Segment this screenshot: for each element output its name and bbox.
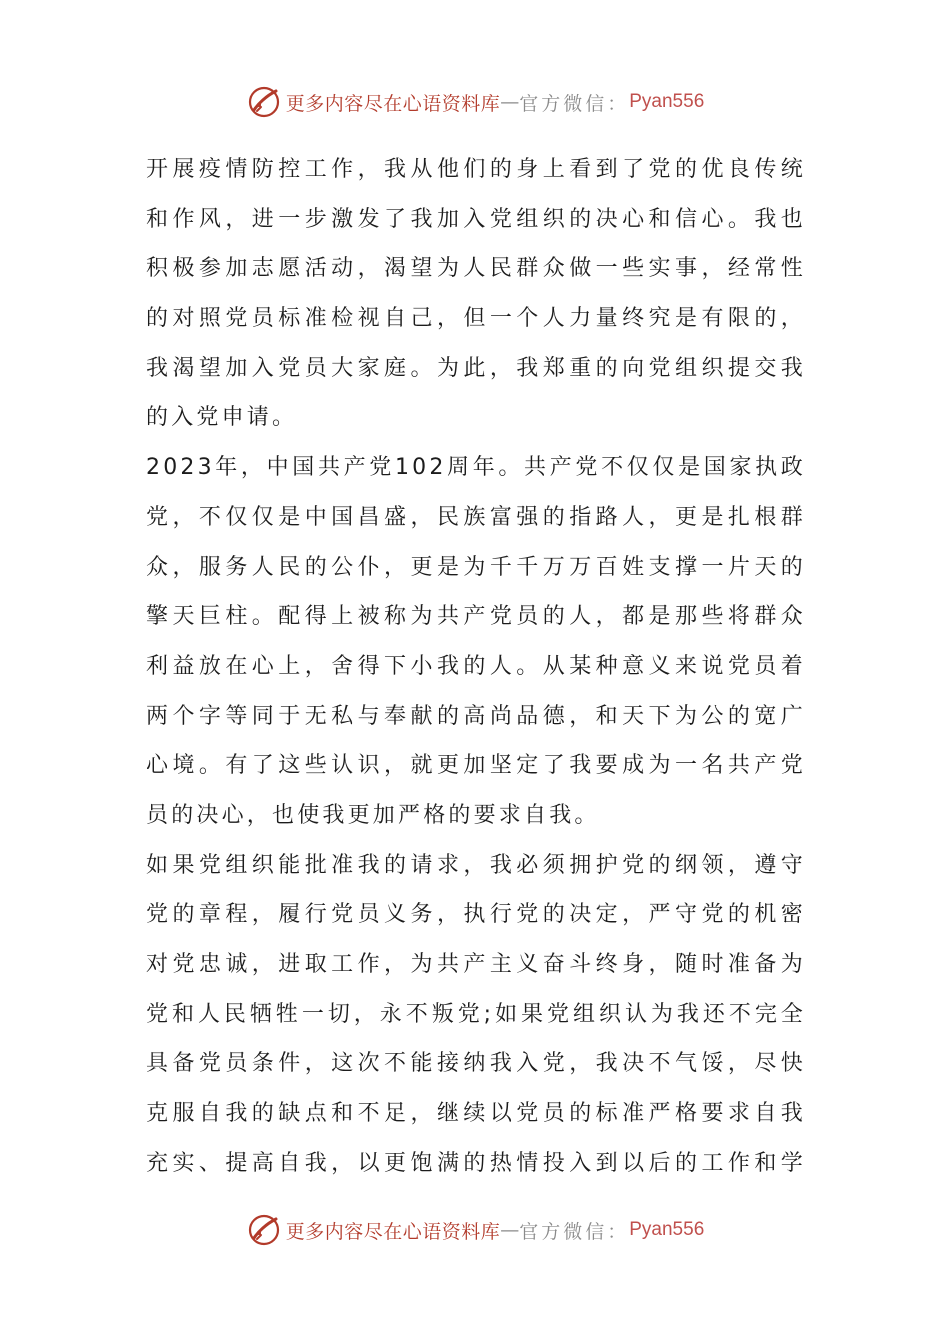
text-line: 开展疫情防控工作，我从他们的身上看到了党的优良传统 bbox=[146, 157, 806, 182]
text-line: 众，服务人民的公仆，更是为千千万万百姓支撑一片天的 bbox=[146, 554, 806, 580]
header-dash: — bbox=[500, 91, 520, 113]
text-line: 克服自我的缺点和不足，继续以党员的标准严格要求自我 bbox=[146, 1101, 806, 1127]
text-line: 员的决心，也使我更加严格的要求自我。 bbox=[146, 802, 600, 828]
header-wechat-label: 官方微信： bbox=[519, 92, 630, 115]
header-wechat-id: Pyan556 bbox=[629, 91, 705, 112]
text-line: 两个字等同于无私与奉献的高尚品德，和天下为公的宽广 bbox=[146, 703, 806, 729]
header-banner bbox=[0, 82, 950, 122]
footer-wechat-label: 官方微信： bbox=[519, 1220, 630, 1243]
footer-site-text: 更多内容尽在心语资料库 bbox=[285, 1220, 501, 1243]
footer-wechat-id: Pyan556 bbox=[629, 1219, 705, 1240]
footer-banner bbox=[0, 1210, 950, 1250]
text-line: 我渴望加入党员大家庭。为此，我郑重的向党组织提交我 bbox=[146, 355, 806, 381]
text-line: 心境。有了这些认识，就更加坚定了我要成为一名共产党 bbox=[146, 753, 806, 779]
text-line: 具备党员条件，这次不能接纳我入党，我决不气馁，尽快 bbox=[146, 1051, 806, 1077]
document-body bbox=[146, 145, 806, 1188]
text-line: 的入党申请。 bbox=[146, 405, 298, 431]
text-line: 擎天巨柱。配得上被称为共产党员的人，都是那些将群众 bbox=[146, 604, 806, 630]
pen-logo-icon bbox=[246, 84, 282, 120]
text-line: 的对照党员标准检视自己，但一个人力量终究是有限的， bbox=[146, 306, 806, 332]
text-line: 利益放在心上，舍得下小我的人。从某种意义来说党员着 bbox=[146, 653, 806, 679]
text-line: 党的章程，履行党员义务，执行党的决定，严守党的机密 bbox=[146, 902, 806, 928]
text-line: 党和人民牺牲一切，永不叛党;如果党组织认为我还不完全 bbox=[146, 1001, 806, 1027]
text-line: 充实、提高自我，以更饱满的热情投入到以后的工作和学 bbox=[146, 1150, 806, 1176]
text-line: 如果党组织能批准我的请求，我必须拥护党的纲领，遵守 bbox=[146, 852, 806, 878]
pen-logo-icon bbox=[246, 1212, 282, 1248]
text-line: 和作风，进一步激发了我加入党组织的决心和信心。我也 bbox=[146, 206, 806, 232]
text-line: 党，不仅仅是中国昌盛，民族富强的指路人，更是扎根群 bbox=[146, 504, 806, 530]
text-line: 对党忠诚，进取工作，为共产主义奋斗终身，随时准备为 bbox=[146, 952, 806, 977]
text-line: 积极参加志愿活动，渴望为人民群众做一些实事，经常性 bbox=[146, 256, 806, 282]
footer-dash: — bbox=[500, 1219, 520, 1241]
text-line: 2023年，中国共产党102周年。共产党不仅仅是国家执政 bbox=[146, 455, 806, 481]
header-site-text: 更多内容尽在心语资料库 bbox=[285, 92, 501, 115]
